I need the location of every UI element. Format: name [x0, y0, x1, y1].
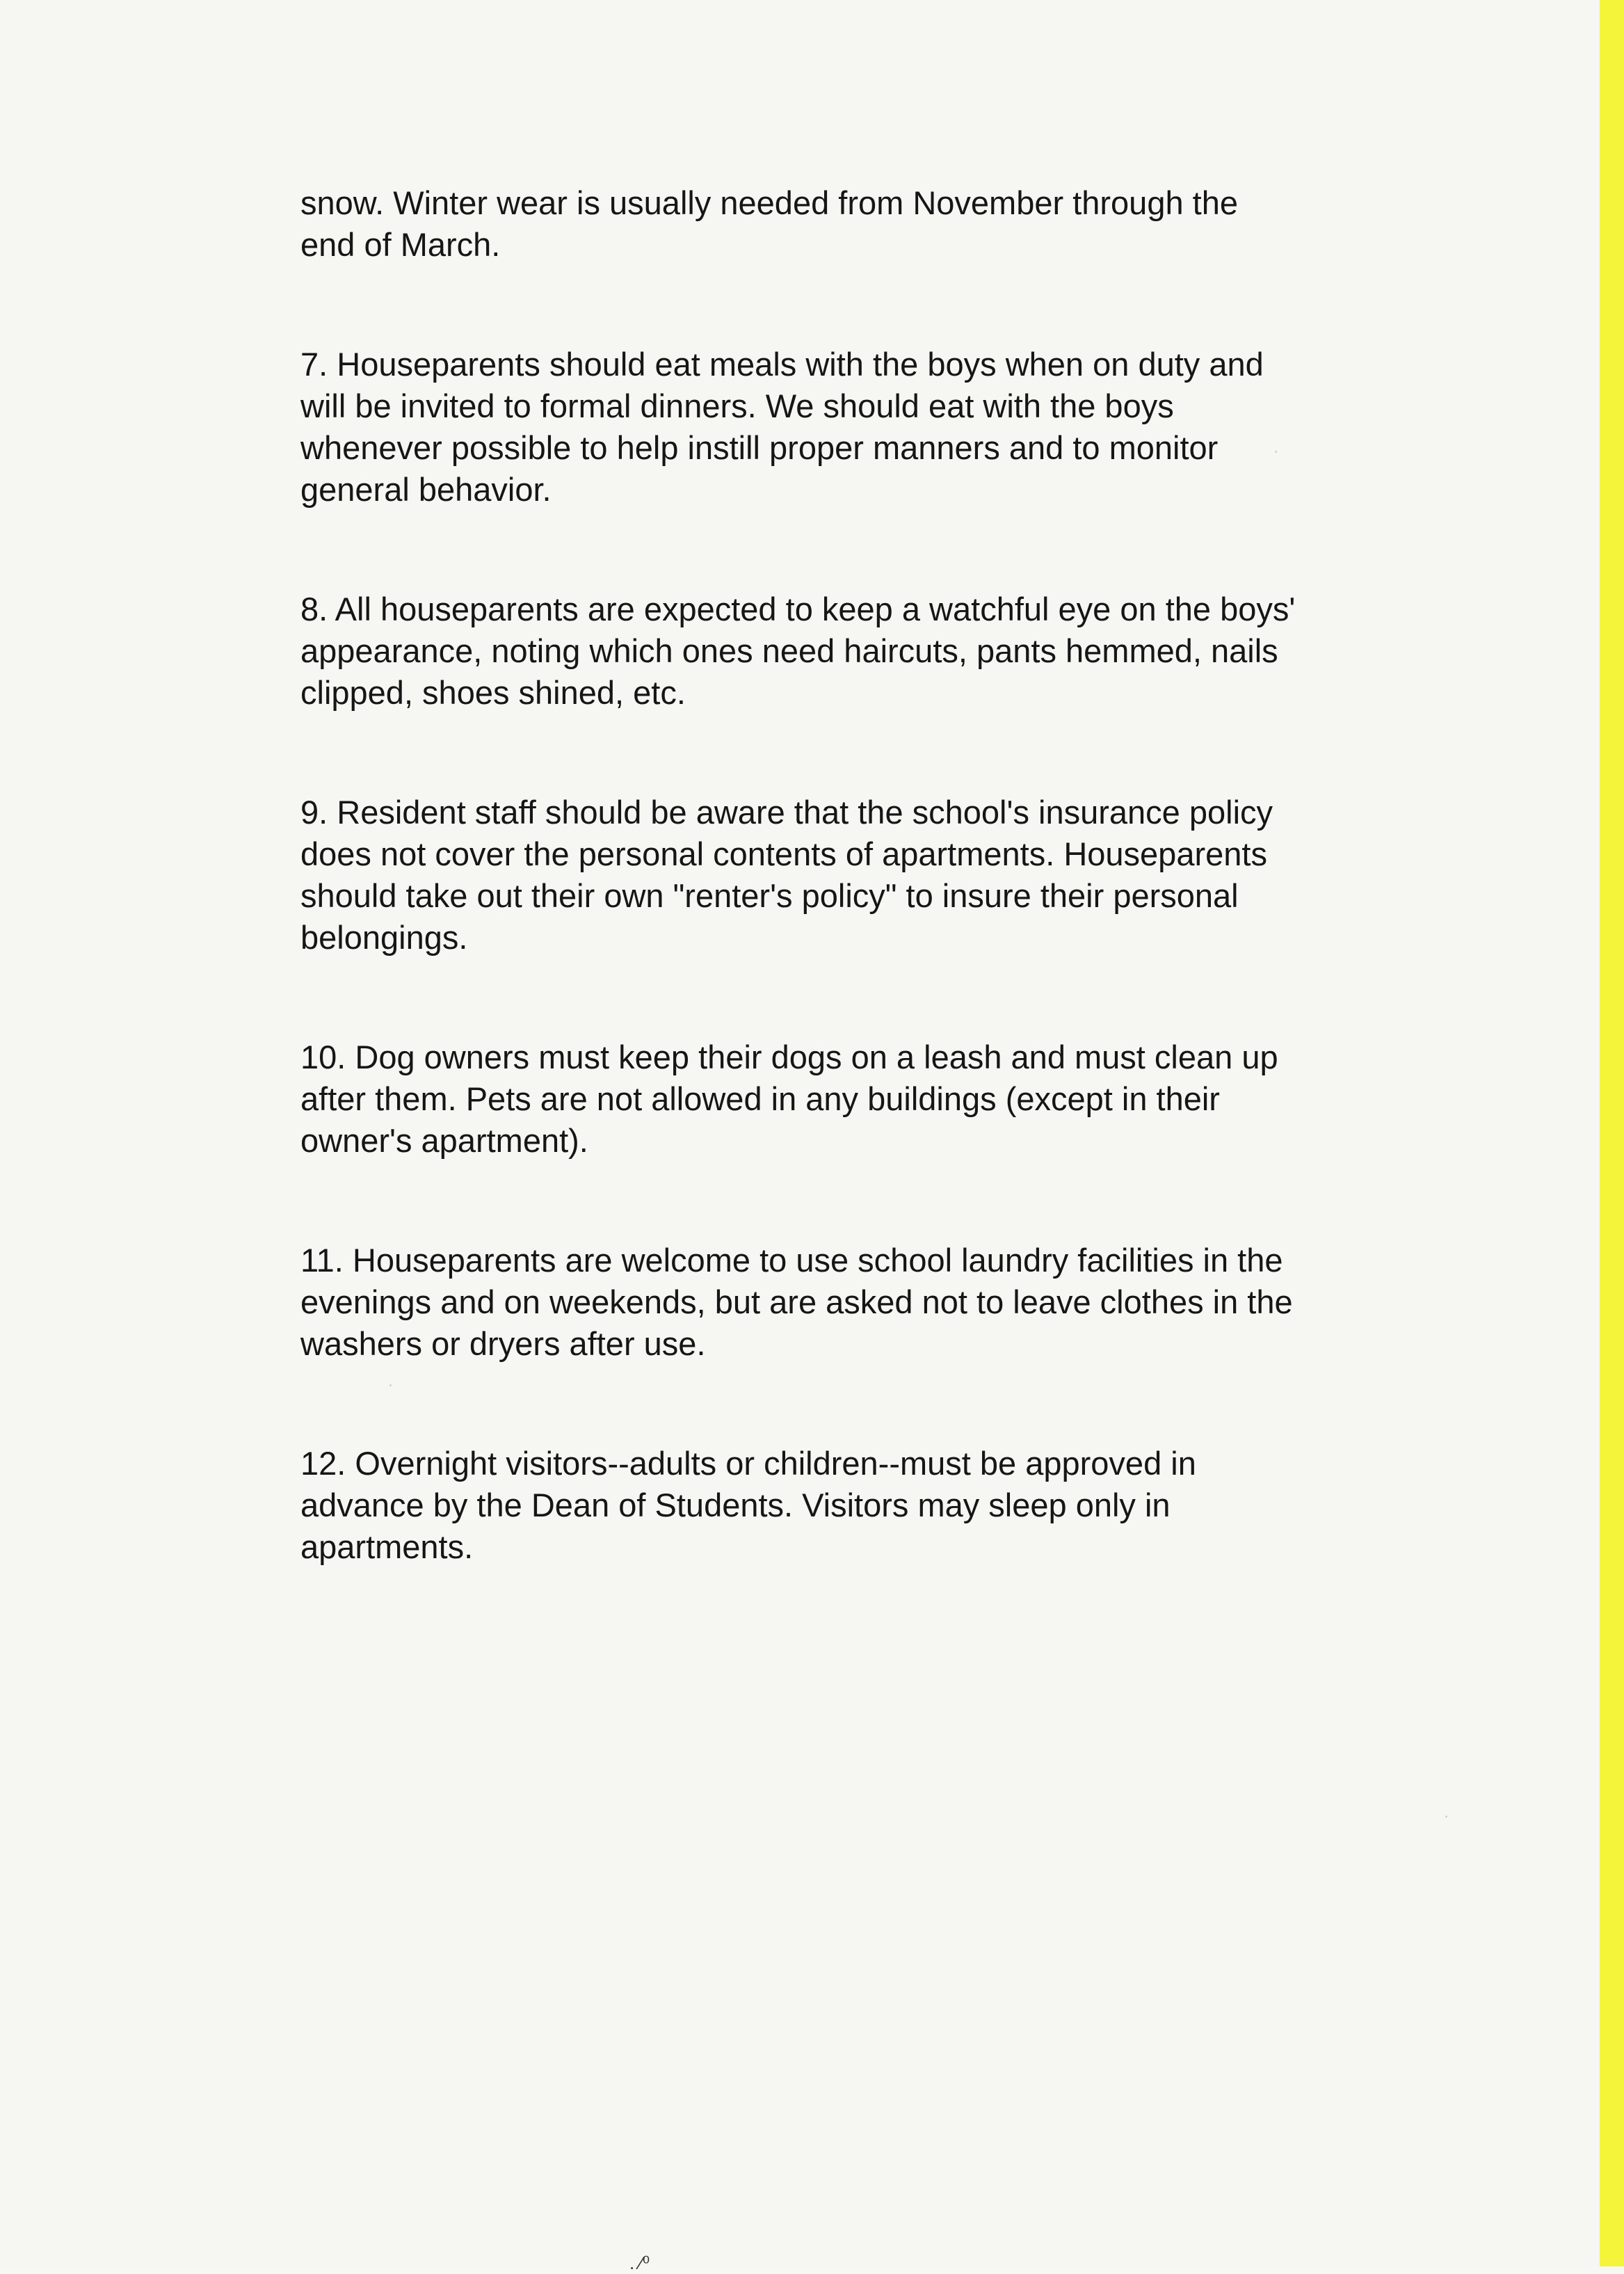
scan-speck — [1275, 451, 1277, 453]
paragraph-item-8 — [300, 588, 1399, 714]
text-line: washers or dryers after use. — [300, 1325, 706, 1362]
paragraph-item-12 — [300, 1443, 1399, 1568]
page-mark: . ⁄⁰ — [629, 2252, 650, 2273]
scan-speck — [1445, 1816, 1447, 1818]
text-line: will be invited to formal dinners. We should eat with the boys — [300, 387, 1174, 424]
text-line: evenings and on weekends, but are asked not to leave clothes in the — [300, 1283, 1293, 1320]
text-line: clipped, shoes shined, etc. — [300, 674, 686, 711]
text-line: end of March. — [300, 226, 501, 263]
text-line: after them. Pets are not allowed in any buildings (except in their — [300, 1080, 1220, 1117]
paragraph-item-7 — [300, 344, 1399, 511]
text-line: 12. Overnight visitors--adults or children--must be approved in — [300, 1445, 1196, 1482]
text-line: whenever possible to help instill proper manners and to monitor — [300, 429, 1219, 466]
text-line: 10. Dog owners must keep their dogs on a leash and must clean up — [300, 1039, 1278, 1075]
text-line: 8. All houseparents are expected to keep a watchful eye on the boys' — [300, 591, 1296, 627]
text-line: belongings. — [300, 919, 468, 956]
paragraph-continuation — [300, 182, 1399, 266]
text-line: does not cover the personal contents of apartments. Houseparents — [300, 835, 1267, 872]
text-line: apartments. — [300, 1528, 474, 1565]
text-line: appearance, noting which ones need haircuts, pants hemmed, nails — [300, 632, 1278, 669]
scan-speck — [389, 1384, 392, 1386]
scan-edge-strip — [1600, 0, 1624, 2266]
document-body — [300, 182, 1399, 1646]
text-line: advance by the Dean of Students. Visitors may sleep only in — [300, 1487, 1171, 1523]
paragraph-item-11 — [300, 1240, 1399, 1365]
text-line: 7. Houseparents should eat meals with the boys when on duty and — [300, 346, 1264, 383]
paragraph-item-9 — [300, 792, 1399, 959]
text-line: general behavior. — [300, 471, 552, 508]
text-line: 11. Houseparents are welcome to use school laundry facilities in the — [300, 1242, 1283, 1279]
text-line: should take out their own "renter's policy" to insure their personal — [300, 877, 1239, 914]
text-line: owner's apartment). — [300, 1122, 588, 1159]
paragraph-item-10 — [300, 1036, 1399, 1162]
text-line: snow. Winter wear is usually needed from November through the — [300, 184, 1238, 221]
text-line: 9. Resident staff should be aware that the school's insurance policy — [300, 794, 1273, 831]
